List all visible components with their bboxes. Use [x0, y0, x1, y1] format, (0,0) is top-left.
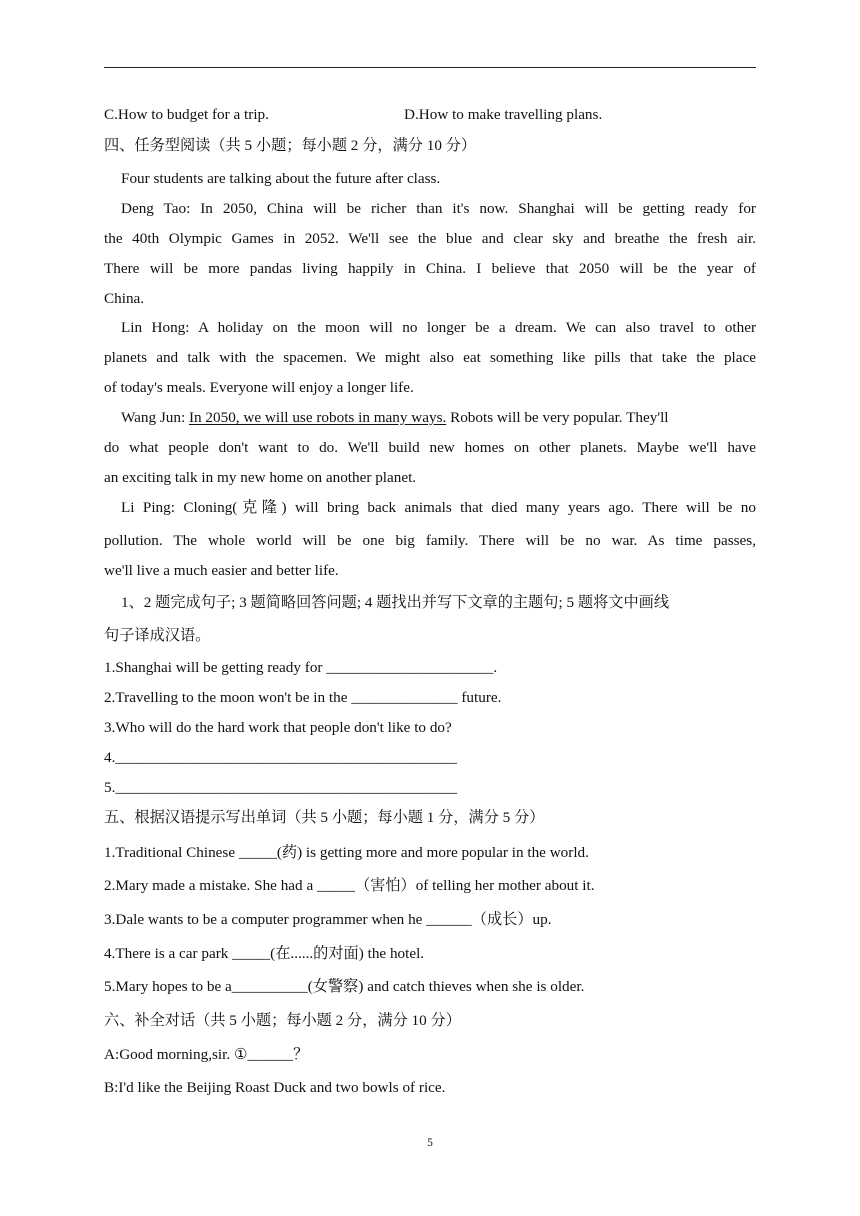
question-2: 2.Travelling to the moon won't be in the ______________ future. — [104, 689, 502, 706]
wang-line-3: an exciting talk in my new home on another planet. — [104, 469, 417, 486]
wang-line-1-rest: Robots will be very popular. They'll — [446, 409, 669, 426]
instructions-line-1: 1、2 题完成句子; 3 题简略回答问题; 4 题找出并写下文章的主题句; 5 题将文中画线 — [121, 594, 670, 611]
option-c: C.How to budget for a trip. — [104, 106, 269, 123]
dialog-line-b: B:I'd like the Beijing Roast Duck and two bowls of rice. — [104, 1079, 446, 1096]
passage-intro: Four students are talking about the future after class. — [121, 170, 441, 187]
deng-line-1: Deng Tao: In 2050, China will be richer than it's now. Shanghai will be getting ready for — [121, 200, 756, 217]
li-line-1: Li Ping: Cloning(克隆) will bring back animals that died many years ago. There will be no — [121, 499, 756, 516]
section5-item-3: 3.Dale wants to be a computer programmer when he ______（成长）up. — [104, 911, 552, 928]
lin-line-1: Lin Hong: A holiday on the moon will no longer be a dream. We can also travel to other — [121, 319, 756, 336]
wang-line-2: do what people don't want to do. We'll build new homes on other planets. Maybe we'll have — [104, 439, 756, 456]
question-1: 1.Shanghai will be getting ready for ______________________. — [104, 659, 498, 676]
option-d: D.How to make travelling plans. — [404, 106, 603, 123]
li-line-3: we'll live a much easier and better life. — [104, 562, 339, 579]
section5-item-2: 2.Mary made a mistake. She had a _____（害怕）of telling her mother about it. — [104, 877, 595, 894]
deng-line-3: There will be more pandas living happily in China. I believe that 2050 will be the year of — [104, 260, 756, 277]
section6-heading: 六、补全对话（共 5 小题；每小题 2 分，满分 10 分） — [104, 1012, 461, 1029]
section5-item-4: 4.There is a car park _____(在......的对面) the hotel. — [104, 945, 425, 962]
wang-line-1 — [104, 408, 756, 428]
question-3: 3.Who will do the hard work that people don't like to do? — [104, 719, 452, 736]
section4-heading: 四、任务型阅读（共 5 小题；每小题 2 分，满分 10 分） — [104, 137, 477, 154]
wang-speaker: Wang Jun: — [121, 409, 189, 426]
section5-item-5: 5.Mary hopes to be a__________(女警察) and catch thieves when she is older. — [104, 978, 585, 995]
dialog-line-a: A:Good morning,sir. ①______？ — [104, 1046, 309, 1063]
lin-line-2: planets and talk with the spacemen. We might also eat something like pills that take the place — [104, 349, 756, 366]
header-rule — [104, 67, 756, 68]
deng-line-4: China. — [104, 290, 145, 307]
question-5: 5._____________________________________________ — [104, 779, 458, 796]
page-number: 5 — [427, 1137, 433, 1149]
instructions-line-2: 句子译成汉语。 — [104, 627, 211, 644]
lin-line-3: of today's meals. Everyone will enjoy a longer life. — [104, 379, 414, 396]
deng-line-2: the 40th Olympic Games in 2052. We'll see the blue and clear sky and breathe the fresh air. — [104, 230, 756, 247]
section5-item-1: 1.Traditional Chinese _____(药) is getting more and more popular in the world. — [104, 844, 589, 861]
underlined-sentence: In 2050, we will use robots in many ways. — [188, 409, 447, 426]
section5-heading: 五、根据汉语提示写出单词（共 5 小题；每小题 1 分，满分 5 分） — [104, 809, 545, 826]
li-line-2: pollution. The whole world will be one big family. There will be no war. As time passes, — [104, 532, 756, 549]
question-4: 4._____________________________________________ — [104, 749, 458, 766]
